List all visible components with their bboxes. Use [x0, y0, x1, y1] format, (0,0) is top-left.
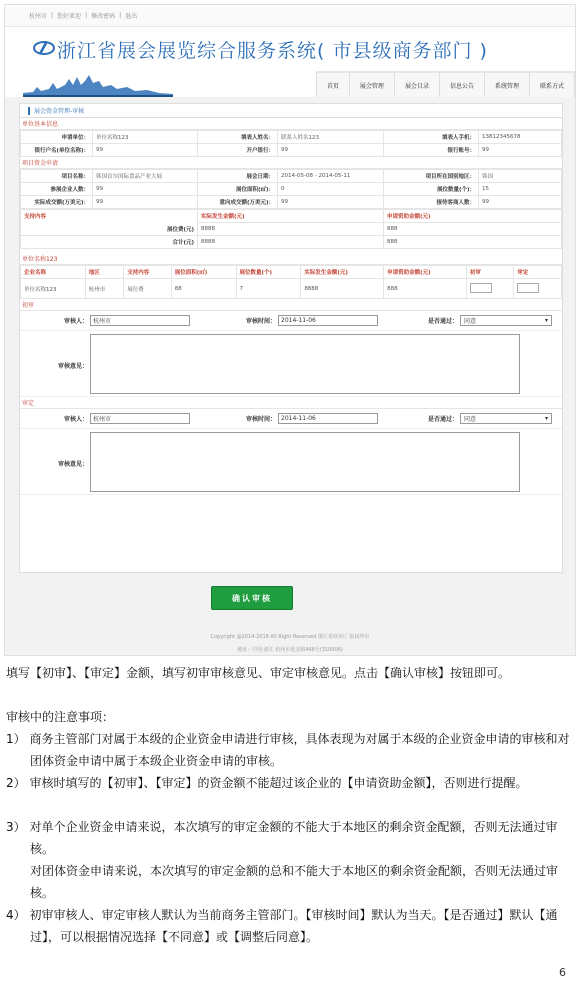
doc-note-3b: 对团体资金申请来说，本次填写的审定金额的总和不能大于本地区的剩余资金配额，否则无法通过审核。 [30, 864, 559, 900]
user-city-link[interactable]: 杭州市 [29, 13, 48, 20]
label: 审核人： [63, 318, 88, 325]
cell: 888 [384, 279, 467, 299]
support-header: 支持内容 [21, 210, 198, 223]
separator: | [85, 12, 88, 19]
value: 韩国首尔国际食品产业大展 [93, 170, 198, 183]
site-header [5, 27, 575, 97]
first-review-opinion-row [20, 331, 562, 397]
label: 意向成交额(万美元)： [198, 196, 278, 209]
table-row [21, 279, 562, 299]
label: 审核时间： [245, 416, 276, 423]
first-reviewer-input[interactable]: 杭州市 [90, 315, 190, 326]
value: 99 [479, 144, 562, 157]
label: 审核人： [63, 416, 88, 423]
label: 实际成交额(万美元)： [21, 196, 93, 209]
final-review-pass-select[interactable] [460, 413, 552, 424]
value: 888 [384, 223, 562, 236]
label: 项目名称： [21, 170, 93, 183]
nav-exhibition-manage[interactable]: 展会管理 [350, 71, 395, 97]
value: 8888 [198, 236, 384, 249]
label: 接待客商人数： [384, 196, 479, 209]
value: 0 [278, 183, 384, 196]
final-review-amount-cell [514, 279, 562, 299]
value: 99 [93, 144, 198, 157]
apply-amount-header: 申请资助金额(元) [384, 210, 562, 223]
value: 99 [278, 144, 384, 157]
label: 填表人姓名： [198, 131, 278, 144]
nav-announcements[interactable]: 信息公告 [440, 71, 485, 97]
separator: | [119, 12, 122, 19]
value: 联系人姓名123 [278, 131, 384, 144]
cell: 88 [171, 279, 236, 299]
section-first-review: 初审 [20, 299, 562, 311]
final-review-opinion-row [20, 429, 562, 495]
label: 开户银行： [198, 144, 278, 157]
unit-info-table [20, 130, 562, 157]
section-unit-info: 单位基本信息 [20, 118, 562, 130]
doc-intro: 填写【初审】、【审定】金额，填写初审审核意见、审定审核意见。点击【确认审核】按钮即可。 [6, 666, 511, 680]
system-title: 浙江省展会展览综合服务系统( 市县级商务部门 ) [57, 40, 488, 62]
cell: 7 [236, 279, 301, 299]
confirm-review-button[interactable]: 确认审核 [211, 586, 293, 610]
final-review-time-input[interactable]: 2014-11-06 [278, 413, 378, 424]
label: 审核时间： [245, 318, 276, 325]
doc-note-2: 2） 审核时填写的【初审】、【审定】的资金额不能超过该企业的【申请资助金额】，否则进行提醒。 [6, 776, 528, 790]
project-table [20, 169, 562, 209]
nav-home[interactable]: 首页 [317, 71, 350, 97]
value: 2014-05-08 - 2014-05-11 [278, 170, 384, 183]
label: 合计(元) [21, 236, 198, 249]
col-header: 地区 [85, 266, 124, 279]
nav-exhibition-catalog[interactable]: 展会目录 [395, 71, 440, 97]
value: 99 [93, 196, 198, 209]
col-header: 审定 [514, 266, 562, 279]
col-header: 实际发生金额(元) [301, 266, 384, 279]
value: 8888 [198, 223, 384, 236]
col-header: 初审 [466, 266, 514, 279]
footer-address: 地址：中国·浙江 杭州市延安路468号(310006) [237, 647, 343, 653]
label: 填表人手机： [384, 131, 479, 144]
value: 99 [278, 196, 384, 209]
selected-value: 同意 [464, 416, 477, 423]
label: 项目所在国别地区： [384, 170, 479, 183]
doc-note-3: 3） 对单个企业资金申请来说，本次填写的审定金额的不能大于本地区的剩余资金配额，否则无法通过审核。 [6, 820, 558, 856]
final-reviewer-input[interactable]: 杭州市 [90, 413, 190, 424]
final-review-opinion-textarea[interactable] [90, 432, 520, 492]
first-review-opinion-textarea[interactable] [90, 334, 520, 394]
value: 99 [479, 196, 562, 209]
label: 银行户名(单位名称)： [21, 144, 93, 157]
welcome-link[interactable]: 您好欢迎 [57, 13, 82, 20]
company-table [20, 265, 562, 299]
cell: 单位名称123 [21, 279, 86, 299]
value: 888 [384, 236, 562, 249]
first-review-pass-select[interactable] [460, 315, 552, 326]
first-review-amount-input[interactable] [470, 283, 492, 293]
value: 13812345678 [479, 131, 562, 144]
first-review-amount-cell [466, 279, 514, 299]
support-table [20, 209, 562, 249]
dropdown-arrow-icon: ▾ [544, 415, 548, 422]
col-header: 支持内容 [124, 266, 172, 279]
screenshot-frame [4, 4, 576, 656]
breadcrumb-text: 展会资金管理-审核 [34, 108, 85, 115]
label: 是否通过： [427, 318, 458, 325]
section-final-review: 审定 [20, 397, 562, 409]
col-header: 申请资助金额(元) [384, 266, 467, 279]
label: 申请单位： [21, 131, 93, 144]
first-review-time-input[interactable]: 2014-11-06 [278, 315, 378, 326]
doc-note-4: 4） 初审审核人、审定审核人默认为当前商务主管部门。【审核时间】默认为当天。【是否通过】默认【通过】，可以根据情况选择【不同意】或【调整后同意】。 [6, 908, 558, 944]
top-links-bar [5, 5, 575, 27]
section-project-funding: 项目资金申请 [20, 157, 562, 169]
nav-contact[interactable]: 联系方式 [530, 71, 575, 97]
cell: 展位费 [124, 279, 172, 299]
nav-system-manage[interactable]: 系统管理 [485, 71, 530, 97]
label: 参展企业人数： [21, 183, 93, 196]
value: 韩国 [479, 170, 562, 183]
col-header: 展位数量(个) [236, 266, 301, 279]
logo-icon [33, 39, 55, 57]
breadcrumb [20, 104, 562, 118]
final-review-row [20, 409, 562, 429]
label: 银行账号： [384, 144, 479, 157]
cell: 8888 [301, 279, 384, 299]
value: 99 [93, 183, 198, 196]
main-nav [316, 71, 575, 97]
doc-note-1: 1） 商务主管部门对属于本级的企业资金申请进行审核，具体表现为对属于本级的企业资金申请的审核和对团体资金申请中属于本级企业资金申请的审核。 [6, 732, 570, 768]
value: 单位名称123 [93, 131, 198, 144]
selected-value: 同意 [464, 318, 477, 325]
label: 审核意见： [57, 461, 88, 468]
final-review-amount-input[interactable] [517, 283, 539, 293]
col-header: 企业名称 [21, 266, 86, 279]
label: 审核意见： [57, 363, 88, 370]
label: 展位面积(㎡)： [198, 183, 278, 196]
separator: | [51, 12, 54, 19]
label: 展位费(元) [21, 223, 198, 236]
actual-amount-header: 实际发生金额(元) [198, 210, 384, 223]
first-review-row [20, 311, 562, 331]
section-unit-name: 单位名称123 [20, 253, 562, 265]
skyline-graphic [23, 73, 173, 97]
change-password-link[interactable]: 修改密码 [91, 13, 116, 20]
value: 15 [479, 183, 562, 196]
label: 展会日期： [198, 170, 278, 183]
dropdown-arrow-icon: ▾ [544, 317, 548, 324]
footer-copyright: Copyright @2014-2018 All Right Reserved 浙江省商务厅 版权所有 [210, 634, 370, 640]
doc-notes-title: 审核中的注意事项： [6, 710, 115, 724]
col-header: 展位面积(㎡) [171, 266, 236, 279]
label: 是否通过： [427, 416, 458, 423]
page-number: 6 [559, 966, 566, 979]
cell: 杭州市 [85, 279, 124, 299]
label: 展位数量(个)： [384, 183, 479, 196]
logout-link[interactable]: 退出 [125, 13, 138, 20]
review-panel [19, 103, 563, 573]
